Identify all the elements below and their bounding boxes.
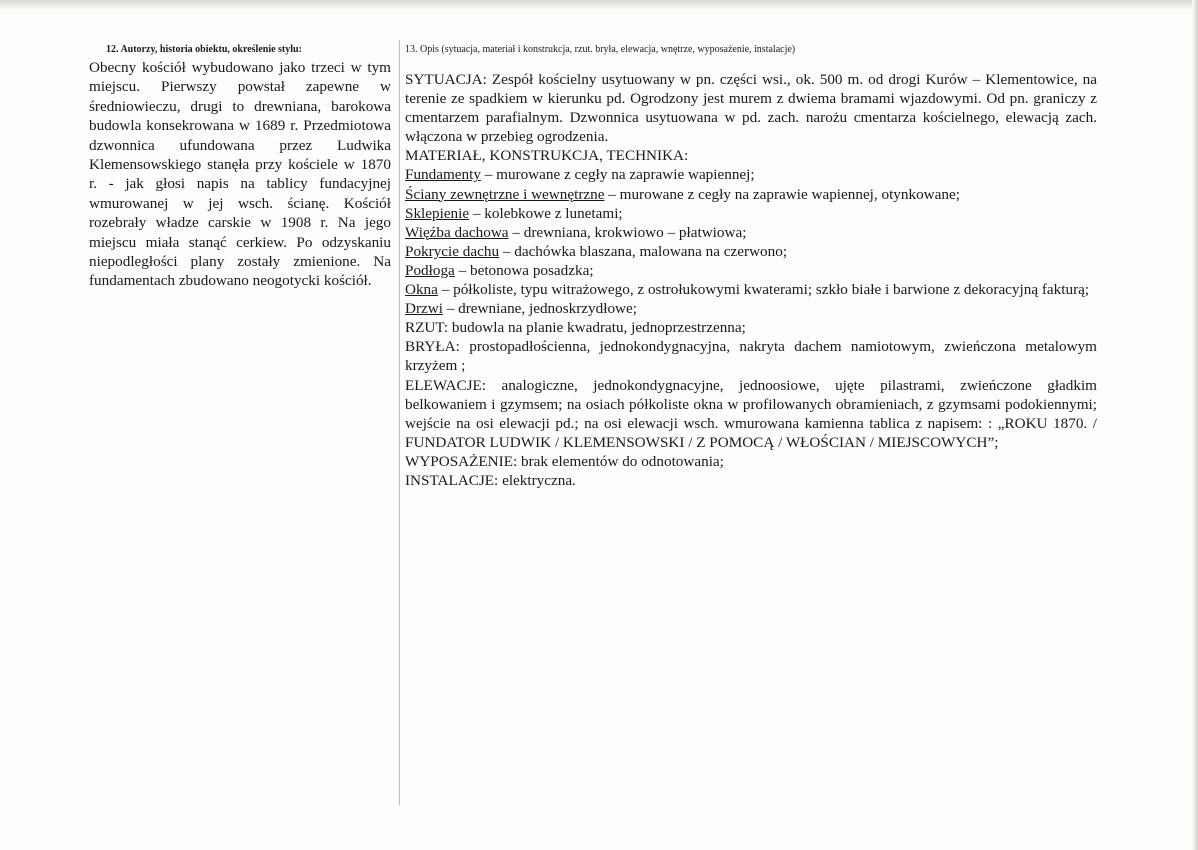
material-item-sciany bbox=[405, 185, 1097, 204]
material-item-label: Pokrycie dachu bbox=[405, 242, 500, 260]
material-item-label: Więźba dachowa bbox=[405, 223, 509, 241]
material-item-label: Sklepienie bbox=[405, 204, 470, 222]
history-text: Obecny kościół wybudowano jako trzeci w tym miejscu. Pierwszy powstał zapewne w średniowieczu, drugi to drewniana, barokowa budowla konsekrowana w 1689 r. Przedmiotowa dzwonnica ufundowana przez Ludwika Klemensowskiego stanęła przy kościele w 1870 r. - jak głosi napis na tablicy fundacyjnej wmurowanej w jej wsch. ścianę. Kościół rozebrały władze carskie w 1908 r. Na jego miejscu miała stanąć cerkiew. Po odzyskaniu niepodległości plany zostały zmienione. Na fundamentach zbudowano neogotycki kościół. bbox=[89, 59, 391, 290]
material-item-text: – kolebkowe z lunetami; bbox=[469, 204, 623, 222]
material-item-sklepienie bbox=[405, 204, 1097, 223]
material-item-label: Drzwi bbox=[405, 300, 443, 318]
material-item-text: – betonowa posadzka; bbox=[454, 261, 594, 279]
material-item-wiezba bbox=[405, 223, 1097, 242]
material-item-text: – murowane z cegły na zaprawie wapiennej, otynkowane; bbox=[604, 185, 960, 203]
material-item-text: – drewniane, jednoskrzydłowe; bbox=[442, 300, 637, 318]
bryla-paragraph: BRYŁA: prostopadłościenna, jednokondygnacyjna, nakryta dachem namiotowym, zwieńczona metalowym krzyżem ; bbox=[405, 338, 1097, 375]
material-item-podloga bbox=[405, 261, 1097, 280]
material-item-text: – dachówka blaszana, malowana na czerwono; bbox=[499, 242, 788, 260]
material-item-pokrycie bbox=[405, 242, 1097, 261]
material-item-label: Podłoga bbox=[405, 261, 455, 279]
material-item-text: – drewniana, krokwiowo – płatwiowa; bbox=[508, 223, 747, 241]
material-item-fundamenty bbox=[405, 165, 1097, 184]
section-12-column bbox=[89, 43, 391, 291]
material-item-label: Fundamenty bbox=[405, 166, 481, 184]
column-divider bbox=[399, 40, 400, 805]
page-top-border bbox=[0, 0, 1198, 10]
material-item-text: – półkoliste, typu witrażowego, z ostrołukowymi kwaterami; szkło białe i barwione z dekoracyjną fakturą; bbox=[437, 281, 1090, 299]
material-item-label: Okna bbox=[405, 281, 438, 299]
material-item-okna bbox=[405, 280, 1097, 299]
material-item-label: Ściany zewnętrzne i wewnętrzne bbox=[405, 185, 605, 203]
section-13-heading: 13. Opis (sytuacja, materiał i konstrukcja, rzut. bryła, elewacja, wnętrze, wyposażenie, instalacje) bbox=[405, 44, 796, 55]
page-right-border bbox=[1192, 0, 1198, 850]
sytuacja-paragraph: SYTUACJA: Zespół kościelny usytuowany w pn. części wsi., ok. 500 m. od drogi Kurów – Klementowice, na terenie ze spadkiem w kierunku pd. Ogrodzony jest murem z dwiema bramami wjazdowymi. Od pn. graniczy z cmentarzem parafialnym. Dzwonnica usytuowana w pd. zach. narożu cmentarza kościelnego, elewacją zach. włączona w przebieg ogrodzenia. bbox=[405, 71, 1097, 146]
section-13-column bbox=[405, 43, 1097, 490]
elewacje-paragraph: ELEWACJE: analogiczne, jednokondygnacyjne, jednoosiowe, ujęte pilastrami, zwieńczone gładkim belkowaniem i gzymsem; na osiach półkoliste okna w profilowanych obramieniach, z gzymsami podokiennymi; wejście na osi elewacji pd.; na osi elewacji wsch. wmurowana kamienna tablica z napisem: : „ROKU 1870. / FUNDATOR LUDWIK / KLEMENSOWSKI / Z POMOCĄ / WŁOŚCIAN / MIEJSCOWYCH”; bbox=[405, 376, 1097, 451]
material-item-text: – murowane z cegły na zaprawie wapiennej; bbox=[480, 166, 755, 184]
material-heading: MATERIAŁ, KONSTRUKCJA, TECHNIKA: bbox=[405, 147, 689, 165]
description-block bbox=[405, 70, 1097, 490]
instalacje-paragraph: INSTALACJE: elektryczna. bbox=[405, 471, 576, 489]
rzut-paragraph: RZUT: budowla na planie kwadratu, jednoprzestrzenna; bbox=[405, 319, 746, 337]
wyposazenie-paragraph: WYPOSAŻENIE: brak elementów do odnotowania; bbox=[405, 452, 724, 470]
section-12-heading: 12. Autorzy, historia obiektu, określenie stylu: bbox=[106, 44, 302, 55]
material-item-drzwi bbox=[405, 299, 1097, 318]
